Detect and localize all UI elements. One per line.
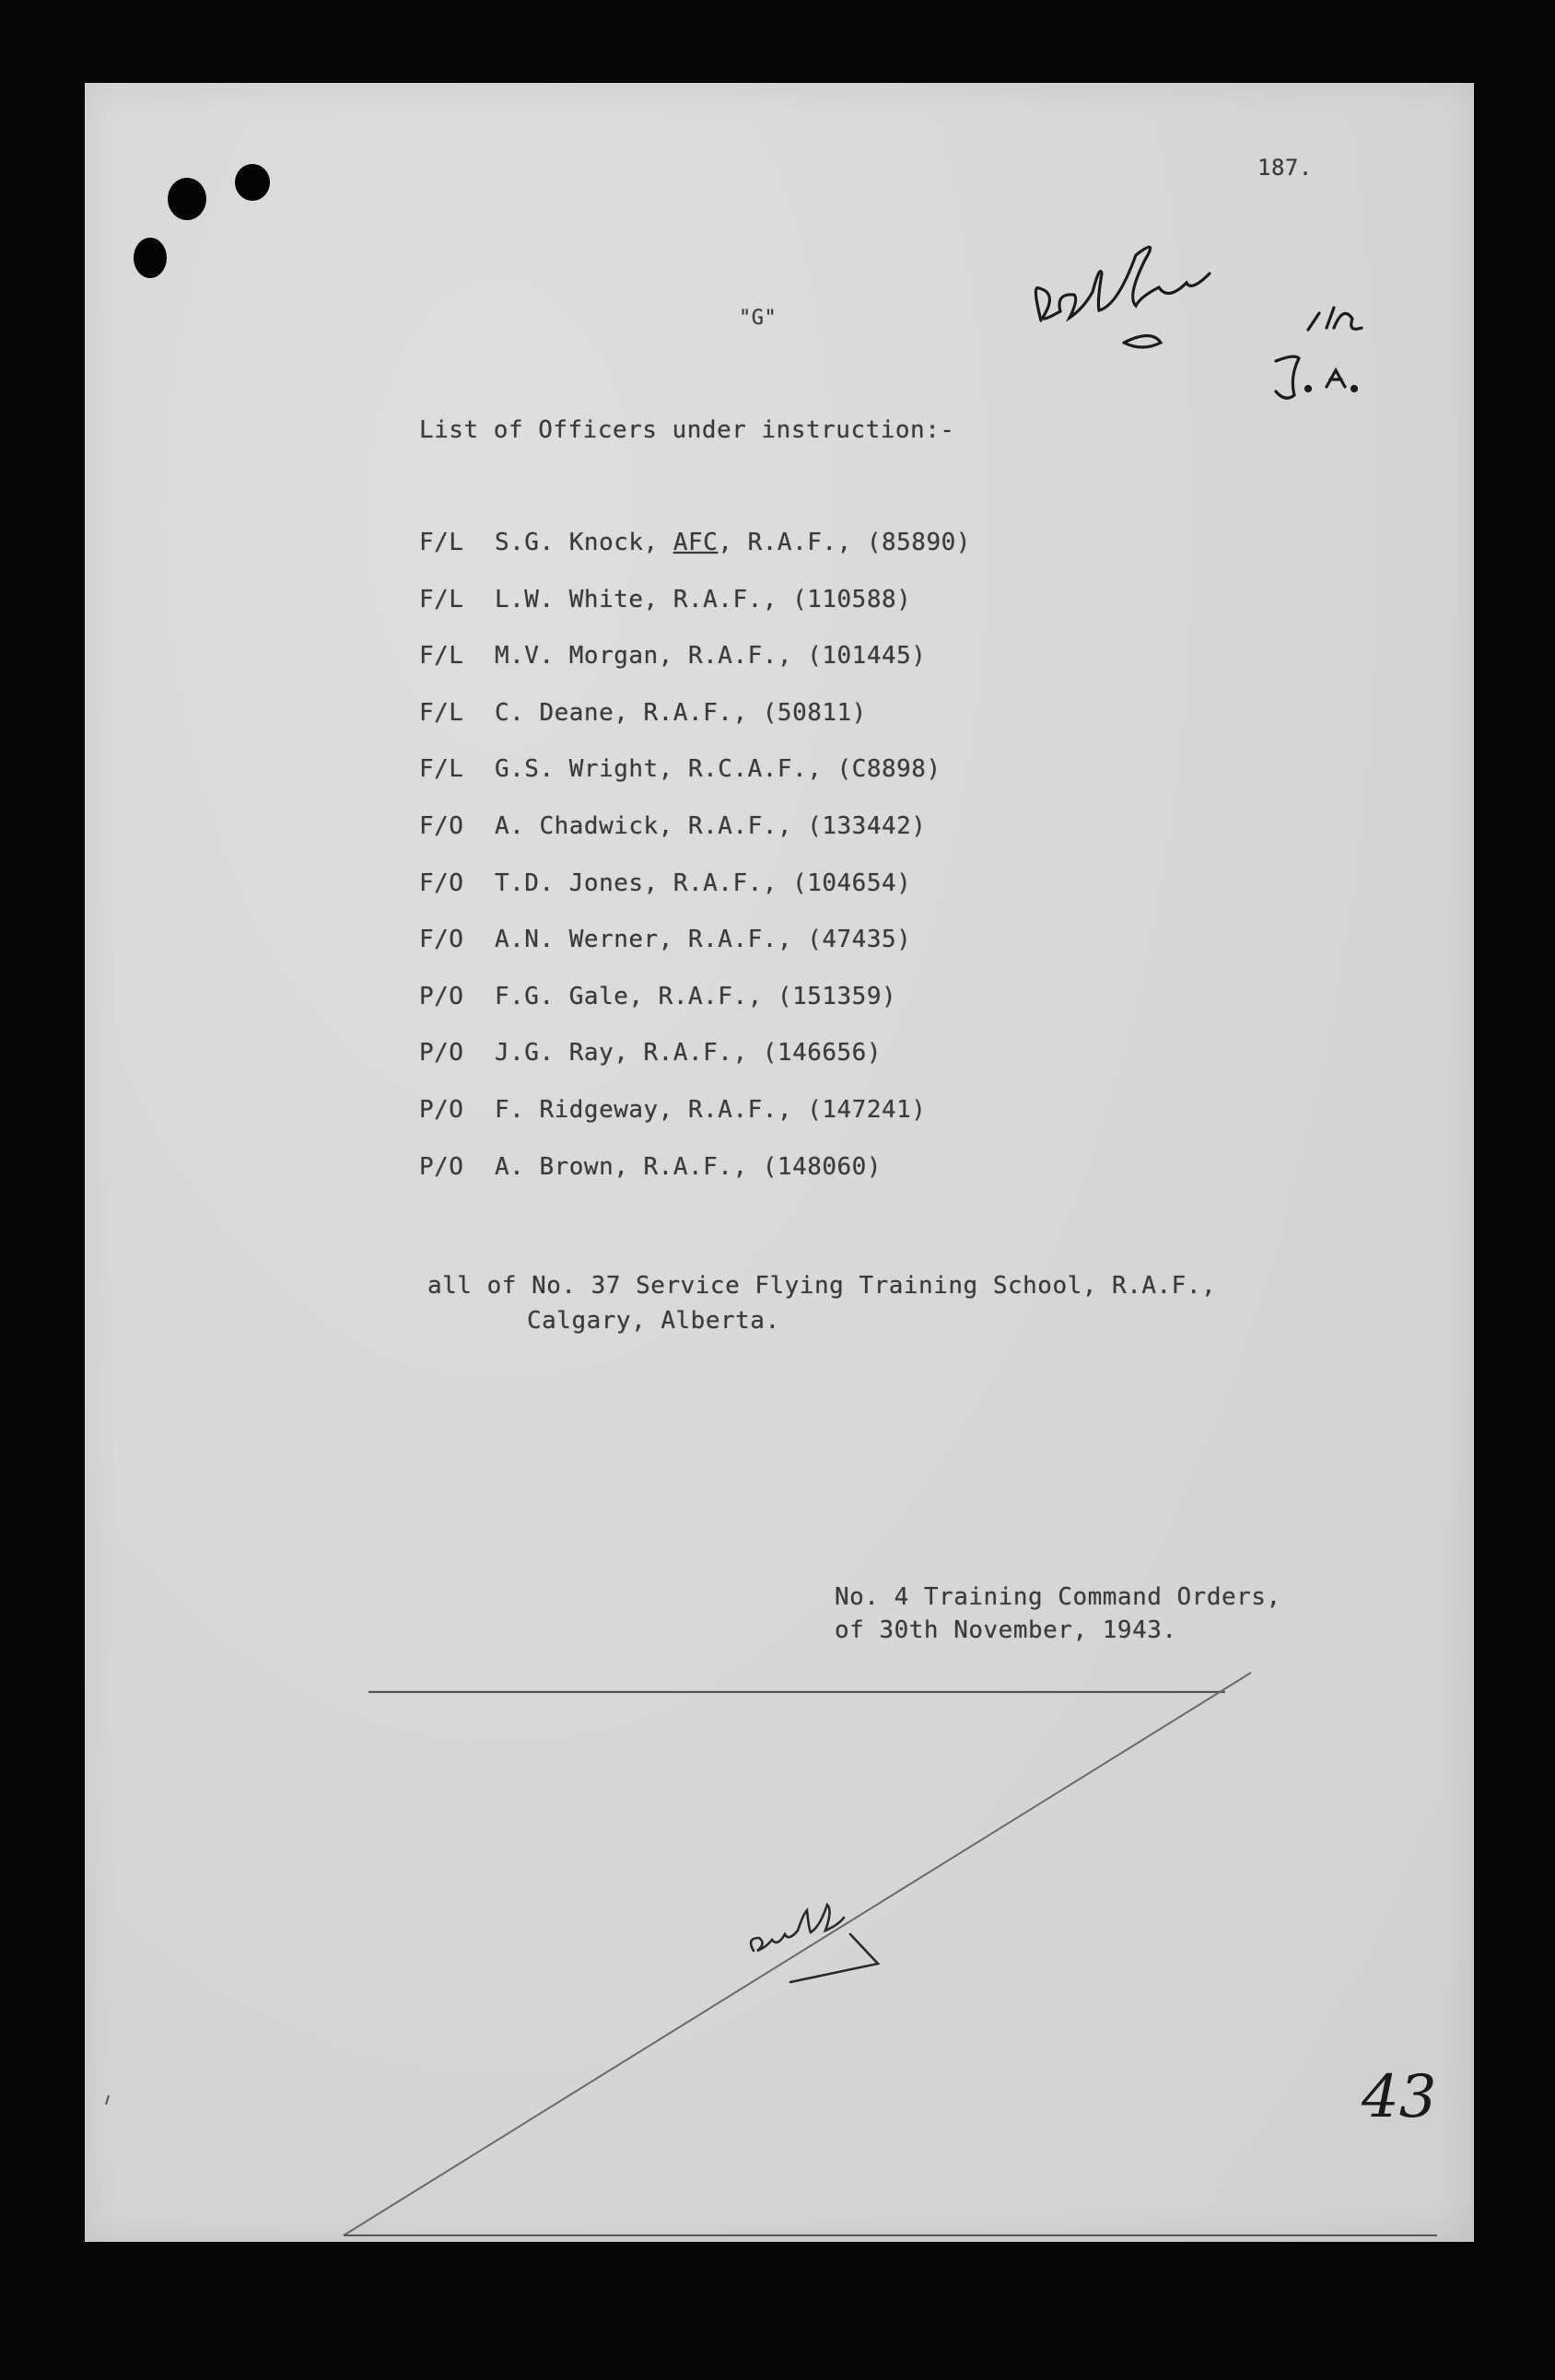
- officer-rank: F/O: [419, 926, 464, 954]
- folio-number: 43: [1362, 2063, 1437, 2131]
- pencil-mark: [106, 2095, 109, 2105]
- officer-name: F. Ridgeway, R.A.F., (147241): [495, 1095, 927, 1124]
- officer-name: C. Deane, R.A.F., (50811): [495, 698, 867, 727]
- officer-award: AFC: [672, 529, 719, 556]
- list-heading: List of Officers under instruction:-: [419, 416, 955, 444]
- signature-top: [1035, 247, 1362, 398]
- officer-name: A.N. Werner, R.A.F., (47435): [495, 926, 912, 954]
- classification-mark: "G": [739, 307, 778, 330]
- officer-name: G.S. Wright, R.C.A.F., (C8898): [495, 755, 941, 784]
- page-number: 187.: [1257, 155, 1313, 181]
- officer-rank: P/O: [419, 1095, 464, 1124]
- school-line-1: all of No. 37 Service Flying Training School, R.A.F.,: [427, 1272, 1217, 1300]
- officer-name: A. Chadwick, R.A.F., (133442): [495, 811, 927, 840]
- officer-rank: F/O: [419, 869, 464, 897]
- officer-rank: P/O: [419, 1039, 464, 1068]
- officer-name: S.G. Knock,: [495, 529, 673, 556]
- orders-line-1: No. 4 Training Command Orders,: [835, 1583, 1281, 1611]
- officer-rank: F/L: [419, 642, 464, 671]
- officer-name: M.V. Morgan, R.A.F., (101445): [495, 642, 927, 671]
- officer-name: A. Brown, R.A.F., (148060): [495, 1152, 882, 1181]
- officer-name: F.G. Gale, R.A.F., (151359): [495, 982, 897, 1010]
- officer-name: J.G. Ray, R.A.F., (146656): [495, 1039, 882, 1068]
- officer-rank: P/O: [419, 982, 464, 1010]
- officer-rank: F/L: [419, 585, 464, 613]
- officer-name: L.W. White, R.A.F., (110588): [495, 585, 912, 613]
- officer-rank: P/O: [419, 1152, 464, 1181]
- officer-rank: F/O: [419, 811, 464, 840]
- officer-name: T.D. Jones, R.A.F., (104654): [495, 869, 912, 897]
- officer-rank: F/L: [419, 755, 464, 784]
- officer-rank: F/L: [419, 698, 464, 727]
- school-line-2: Calgary, Alberta.: [527, 1307, 780, 1335]
- diagonal-cancel-line: [344, 1673, 1251, 2235]
- officer-service-number: , R.A.F., (85890): [718, 529, 971, 556]
- orders-line-2: of 30th November, 1943.: [835, 1616, 1177, 1644]
- officer-rank: F/L: [419, 529, 464, 556]
